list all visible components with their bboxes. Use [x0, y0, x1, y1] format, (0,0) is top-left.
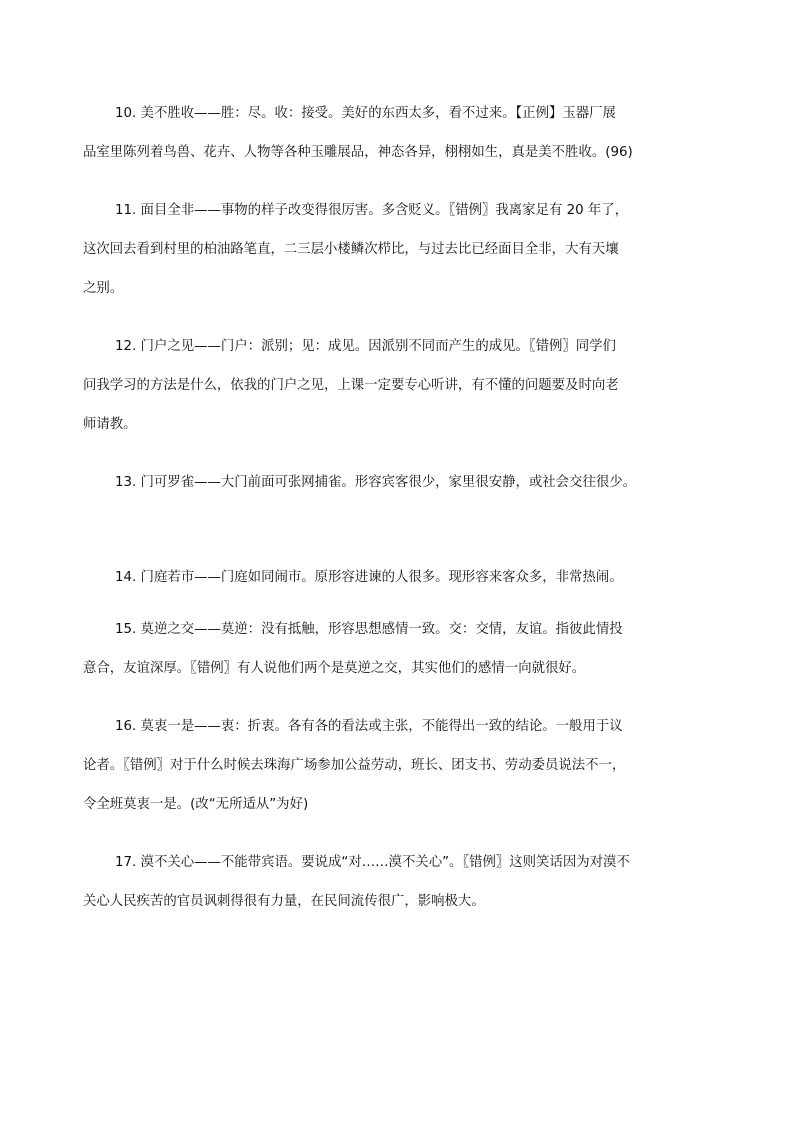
entry-line: 师请教。 — [83, 417, 137, 432]
entry-line: 13. 门可罗雀——大门前面可张网捕雀。形容宾客很少，家里很安静，或社会交往很少。 — [115, 475, 637, 490]
entry-line: 意合，友谊深厚。〖错例〗有人说他们两个是莫逆之交，其实他们的感情一向就很好。 — [83, 661, 586, 676]
entry-line: 11. 面目全非——事物的样子改变得很厉害。多含贬义。〖错例〗我离家足有 20 年了， — [115, 203, 629, 218]
entry-line: 14. 门庭若市——门庭如同闹市。原形容进谏的人很多。现形容来客众多，非常热闹。 — [115, 570, 623, 585]
entry-line: 这次回去看到村里的柏油路笔直，二三层小楼鳞次栉比，与过去比已经面目全非，大有天壤 — [83, 242, 619, 257]
entry-line: 问我学习的方法是什么，依我的门户之见，上课一定要专心听讲，有不懂的问题要及时向老 — [83, 378, 619, 393]
entry-line: 论者。〖错例〗对于什么时候去珠海广场参加公益劳动，班长、团支书、劳动委员说法不一， — [83, 758, 626, 773]
entry-line: 17. 漠不关心——不能带宾语。要说成“对……漠不关心”。〖错例〗这则笑话因为对漠不 — [115, 855, 630, 870]
entry-line: 10. 美不胜收——胜：尽。收：接受。美好的东西太多，看不过来。【正例】玉器厂展 — [115, 106, 616, 121]
entry-line: 关心人民疾苦的官员讽刺得很有力量，在民间流传很广，影响极大。 — [83, 894, 485, 909]
entry-line: 之别。 — [83, 281, 124, 296]
entry-line: 令全班莫衷一是。(改“无所适从”为好) — [83, 797, 309, 812]
entry-line: 12. 门户之见——门户：派别；见：成见。因派别不同而产生的成见。〖错例〗同学们 — [115, 339, 616, 354]
entry-line: 15. 莫逆之交——莫逆：没有抵触，形容思想感情一致。交：交情，友谊。指彼此情投 — [115, 622, 623, 637]
entry-line: 品室里陈列着鸟兽、花卉、人物等各种玉雕展品，神态各异，栩栩如生，真是美不胜收。(96) — [83, 145, 633, 160]
entry-line: 16. 莫衷一是——衷：折衷。各有各的看法或主张，不能得出一致的结论。一般用于议 — [115, 719, 623, 734]
